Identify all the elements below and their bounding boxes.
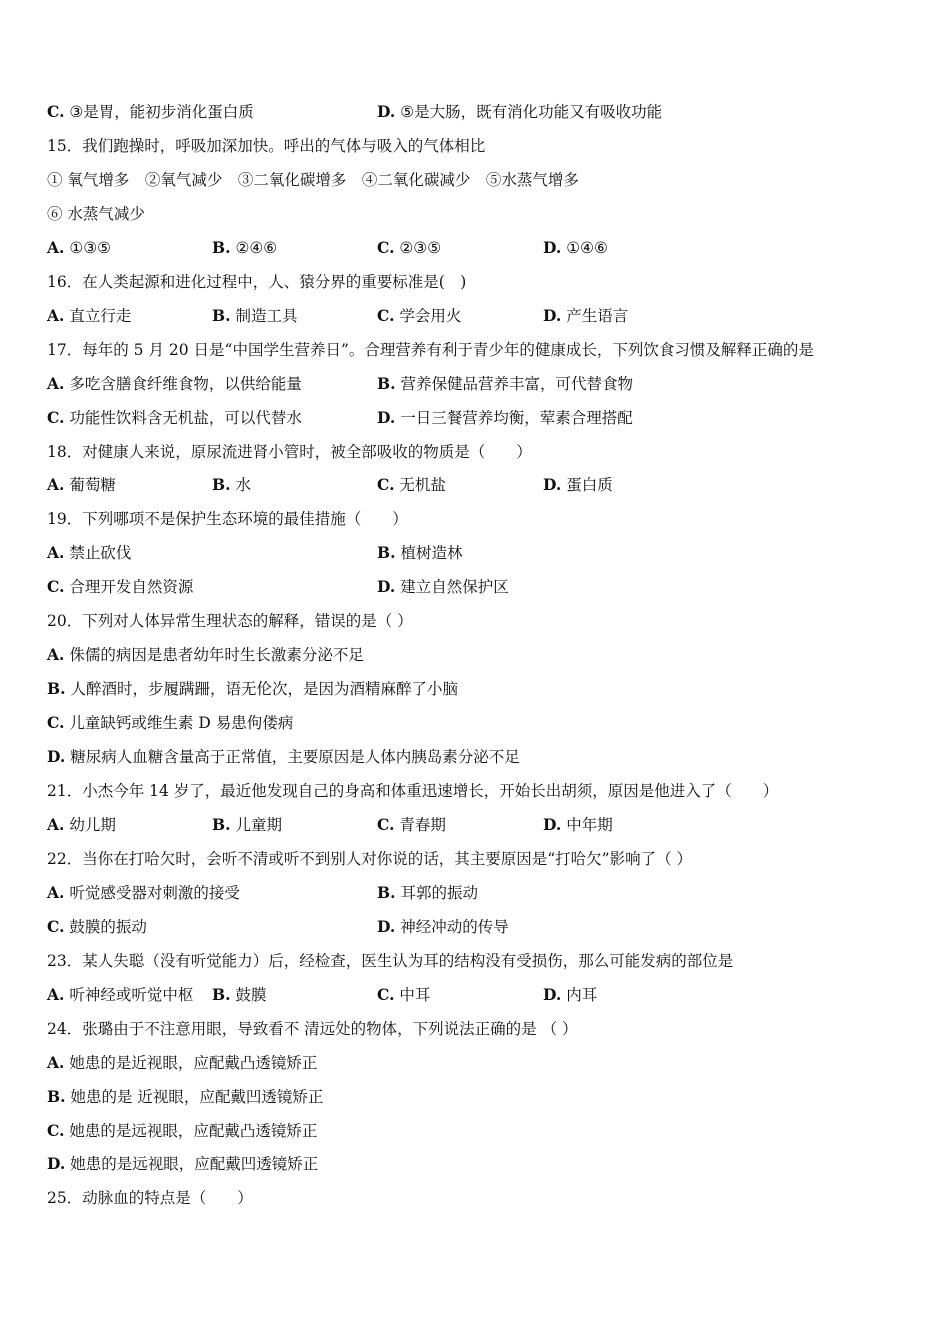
option-text: 糖尿病人血糖含量高于正常值，主要原因是人体内胰岛素分泌不足 — [70, 748, 520, 766]
question-stem: 19．下列哪项不是保护生态环境的最佳措施（ ） — [47, 510, 408, 528]
option-text: 内耳 — [566, 986, 598, 1004]
option-text: 功能性饮料含无机盐，可以代替水 — [69, 409, 302, 427]
option-text: 她患的是近视眼，应配戴凸透镜矫正 — [69, 1054, 318, 1072]
option-text: ①③⑤ — [69, 239, 112, 257]
answer-option — [377, 237, 441, 259]
answer-option — [543, 305, 628, 327]
option-key: B. — [212, 475, 231, 494]
option-key: C. — [377, 815, 395, 834]
answer-option — [377, 407, 633, 429]
question-stem: 23．某人失聪（没有听觉能力）后，经检查，医生认为耳的结构没有受损伤，那么可能发病的部位是 — [47, 952, 734, 970]
option-text: 人醉酒时，步履蹒跚，语无伦次，是因为酒精麻醉了小脑 — [70, 680, 458, 698]
answer-option — [377, 474, 446, 496]
answer-option — [47, 1052, 317, 1074]
option-text: 植树造林 — [400, 544, 463, 562]
option-text: ⑤是大肠，既有消化功能又有吸收功能 — [400, 103, 663, 121]
answer-option — [377, 576, 509, 598]
option-text: 她患的是远视眼，应配戴凹透镜矫正 — [70, 1155, 319, 1173]
question-stem: 15．我们跑操时，呼吸加深加快。呼出的气体与吸入的气体相比 — [47, 137, 486, 155]
answer-option — [47, 712, 293, 734]
option-key: A. — [47, 306, 65, 325]
answer-option — [47, 916, 147, 938]
option-key: D. — [543, 238, 562, 257]
answer-option — [47, 407, 302, 429]
option-text: 葡萄糖 — [69, 476, 116, 494]
option-key: A. — [47, 374, 65, 393]
option-key: B. — [212, 306, 231, 325]
answer-option — [47, 373, 302, 395]
option-text: 营养保健品营养丰富，可代替食物 — [400, 375, 633, 393]
option-key: B. — [47, 679, 66, 698]
question-stem: 24．张璐由于不注意用眼，导致看不 清远处的物体，下列说法正确的是 （ ） — [47, 1020, 578, 1038]
option-text: ①④⑥ — [566, 239, 608, 257]
option-text: 鼓膜 — [235, 986, 267, 1004]
answer-option — [47, 1120, 317, 1142]
question-stem: 16．在人类起源和进化过程中，人、猿分界的重要标准是( ) — [47, 273, 467, 291]
option-key: D. — [543, 815, 562, 834]
answer-option — [212, 814, 282, 836]
answer-option — [47, 576, 193, 598]
answer-option — [47, 814, 116, 836]
answer-option — [377, 101, 662, 123]
option-key: A. — [47, 985, 65, 1004]
option-key: D. — [47, 1154, 66, 1173]
option-text: 中年期 — [566, 816, 613, 834]
option-key: D. — [377, 102, 396, 121]
option-text: 侏儒的病因是患者幼年时生长激素分泌不足 — [69, 646, 364, 664]
option-text: 水 — [235, 476, 251, 494]
answer-option — [377, 542, 462, 564]
option-key: A. — [47, 238, 65, 257]
option-key: A. — [47, 1053, 65, 1072]
option-text: 无机盐 — [399, 476, 446, 494]
question-stem: 17．每年的 5 月 20 日是“中国学生营养日”。合理营养有利于青少年的健康成长，下列饮食习惯及解释正确的是 — [47, 341, 814, 359]
answer-option — [543, 984, 597, 1006]
question-stem: 18．对健康人来说，原尿流进肾小管时，被全部吸收的物质是（ ） — [47, 443, 532, 461]
answer-option — [47, 237, 111, 259]
option-text: 青春期 — [399, 816, 446, 834]
answer-option — [212, 984, 266, 1006]
option-key: C. — [377, 985, 395, 1004]
option-text: 制造工具 — [235, 307, 298, 325]
option-text: 学会用火 — [399, 307, 462, 325]
option-text: 儿童缺钙或维生素 D 易患佝偻病 — [69, 714, 294, 732]
option-text: 幼儿期 — [69, 816, 116, 834]
option-key: C. — [47, 713, 65, 732]
answer-option — [47, 1153, 318, 1175]
question-stem: 21．小杰今年 14 岁了，最近他发现自己的身高和体重迅速增长，开始长出胡须，原因是他进入了（ ） — [47, 782, 779, 800]
answer-option — [212, 474, 251, 496]
option-key: B. — [377, 543, 396, 562]
answer-option — [377, 882, 478, 904]
answer-option — [47, 882, 240, 904]
answer-option — [47, 101, 254, 123]
option-key: D. — [543, 306, 562, 325]
option-key: A. — [47, 883, 65, 902]
option-key: B. — [212, 238, 231, 257]
question-stem: 20．下列对人体异常生理状态的解释，错误的是（ ） — [47, 612, 413, 630]
option-key: B. — [212, 985, 231, 1004]
option-text: 合理开发自然资源 — [69, 578, 194, 596]
option-text: 禁止砍伐 — [69, 544, 132, 562]
option-key: B. — [377, 883, 396, 902]
option-key: D. — [377, 408, 396, 427]
option-key: C. — [47, 408, 65, 427]
option-text: 神经冲动的传导 — [400, 918, 509, 936]
answer-option — [543, 814, 613, 836]
answer-option — [377, 305, 461, 327]
answer-option — [47, 644, 364, 666]
answer-option — [377, 373, 633, 395]
option-key: D. — [543, 475, 562, 494]
option-text: 她患的是远视眼，应配戴凸透镜矫正 — [69, 1122, 318, 1140]
question-stem: 25．动脉血的特点是（ ） — [47, 1189, 253, 1207]
option-text: 一日三餐营养均衡，荤素合理搭配 — [400, 409, 633, 427]
answer-option — [212, 305, 297, 327]
option-key: C. — [377, 238, 395, 257]
answer-option — [543, 237, 608, 259]
option-key: C. — [47, 102, 65, 121]
option-key: B. — [212, 815, 231, 834]
answer-option — [377, 814, 446, 836]
option-key: D. — [377, 577, 396, 596]
option-text: 建立自然保护区 — [400, 578, 509, 596]
option-key: A. — [47, 543, 65, 562]
answer-option — [377, 984, 430, 1006]
option-text: ③是胃，能初步消化蛋白质 — [69, 103, 254, 121]
option-key: A. — [47, 815, 65, 834]
option-text: 直立行走 — [69, 307, 132, 325]
option-key: C. — [47, 1121, 65, 1140]
option-text: 蛋白质 — [566, 476, 613, 494]
question-stem: 22．当你在打哈欠时，会听不清或听不到别人对你说的话，其主要原因是“打哈欠”影响了（ ） — [47, 850, 693, 868]
option-text: 鼓膜的振动 — [69, 918, 147, 936]
answer-option — [377, 916, 509, 938]
option-key: D. — [543, 985, 562, 1004]
option-text: 儿童期 — [235, 816, 282, 834]
answer-option — [47, 305, 131, 327]
choice-list: ⑥ 水蒸气减少 — [47, 205, 145, 223]
option-key: B. — [47, 1087, 66, 1106]
option-text: 中耳 — [399, 986, 431, 1004]
answer-option — [47, 984, 193, 1006]
option-text: ②④⑥ — [235, 239, 278, 257]
option-key: A. — [47, 475, 65, 494]
option-key: C. — [47, 917, 65, 936]
option-key: C. — [377, 475, 395, 494]
option-key: C. — [377, 306, 395, 325]
option-text: 听觉感受器对刺激的接受 — [69, 884, 240, 902]
option-text: 产生语言 — [566, 307, 629, 325]
option-key: D. — [47, 747, 66, 766]
answer-option — [47, 678, 458, 700]
answer-option — [543, 474, 613, 496]
option-text: ②③⑤ — [399, 239, 442, 257]
option-key: C. — [47, 577, 65, 596]
option-text: 听神经或听觉中枢 — [69, 986, 194, 1004]
option-key: B. — [377, 374, 396, 393]
answer-option — [47, 542, 131, 564]
answer-option — [47, 474, 116, 496]
choice-list: ① 氧气增多 ②氧气减少 ③二氧化碳增多 ④二氧化碳减少 ⑤水蒸气增多 — [47, 171, 579, 189]
option-text: 多吃含膳食纤维食物，以供给能量 — [69, 375, 302, 393]
option-key: A. — [47, 645, 65, 664]
answer-option — [47, 1086, 323, 1108]
answer-option — [47, 746, 520, 768]
option-text: 耳郭的振动 — [400, 884, 478, 902]
answer-option — [212, 237, 277, 259]
option-key: D. — [377, 917, 396, 936]
option-text: 她患的是 近视眼，应配戴凹透镜矫正 — [70, 1088, 324, 1106]
